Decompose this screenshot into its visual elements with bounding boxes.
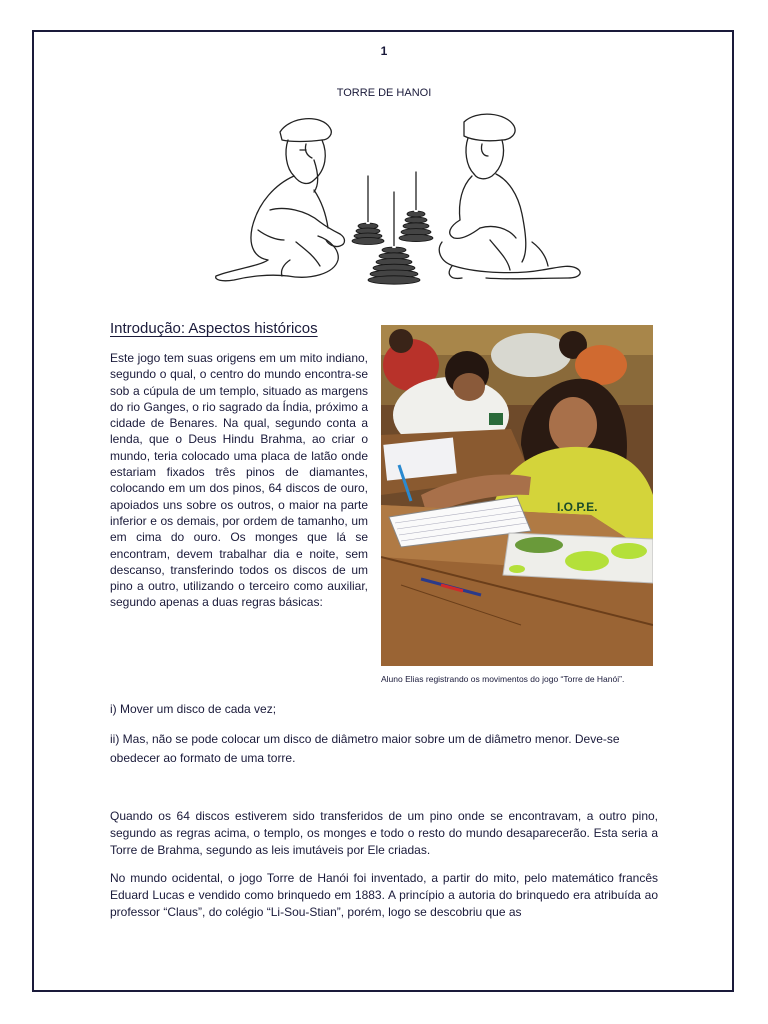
rule-item: i) Mover um disco de cada vez; (110, 702, 277, 716)
monks-drawing (210, 110, 590, 292)
body-paragraph: Quando os 64 discos estiverem sido transferidos de um pino onde se encontravam, a outro pino, segundo as regras acima, o templo, os monges e todo o resto do mundo desaparecerão. Esta seria a Torre de Brahma, segundo as leis imutáveis por Ele criadas. (110, 809, 658, 857)
classroom-photo (381, 325, 653, 666)
body-paragraph: No mundo ocidental, o jogo Torre de Hanói foi inventado, a partir do mito, pelo matemático francês Eduard Lucas e vendido como brinquedo em 1883. A princípio a autoria do brinquedo era atribuída ao professor “Claus”, do colégio “Li-Sou-Stian”, porém, logo se descobriu que as (110, 871, 658, 919)
intro-paragraph: Este jogo tem suas origens em um mito indiano, segundo o qual, o centro do mundo encontra-se sob a cúpula de um templo, situado as margens do rio Ganges, o rio sagrado da Índia, próximo a cidade de Benares. Na qual, segundo conta a lenda, que o Deus Hindu Brahma, ao criar o mundo, teria colocado uma placa de latão onde estariam fixados três pinos de diamantes, colocando em um dos pinos, 64 discos de ouro, apoiados uns sobre os outros, o maior na parte inferior e os demais, por ordem de tamanho, um em cima do ouro. Os monges que lá se encontram, devem trabalhar dia e noite, sem descanso, transferindo todos os discos de um pino a outro, utilizando o terceiro como auxiliar, segundo apenas a duas regras básicas: (110, 351, 368, 610)
document-title: TORRE DE HANOI (336, 87, 432, 99)
tower-of-hanoi-illustration (210, 110, 590, 292)
page-number: 1 (380, 44, 388, 58)
shirt-print-text: I.O.P.E. (557, 500, 598, 514)
rule-item: ii) Mas, não se pode colocar um disco de diâmetro maior sobre um de diâmetro menor. Deve-se obedecer ao formato de uma torre. (110, 732, 620, 765)
section-heading: Introdução: Aspectos históricos (110, 320, 318, 337)
photo-caption: Aluno Elias registrando os movimentos do jogo “Torre de Hanói”. (381, 674, 625, 684)
student-photo-image (381, 325, 653, 666)
